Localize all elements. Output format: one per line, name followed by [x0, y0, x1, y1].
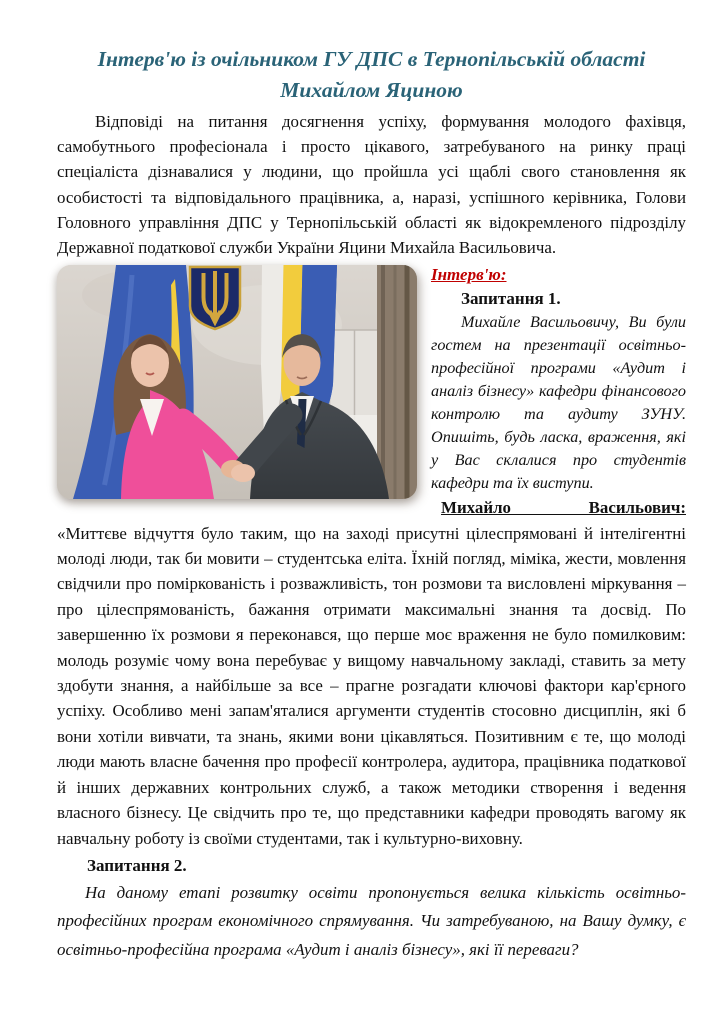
answer1-paragraph: [57, 495, 686, 851]
question2-text: На даному етапі розвитку освіти пропонується велика кількість освітньо-професійних програм економічного спрямування. Чи затребуваною, на Вашу думку, є освітньо-професійна програма «Аудит і аналіз бізнесу», які її переваги?: [57, 882, 686, 959]
answer1-text: «Миттєве відчуття було таким, що на заході присутні цілеспрямовані й інтелігентні молоді люди, так би мовити – студентська еліта. Їхній погляд, міміка, жести, мовлення свідчили про поміркованість і розважливість, тон розмови та висловлені міркування – про цілеспрямованість, бажання отримати максимальні знання та досвід. По завершенню їх розмови я переконався, що перше моє враження не було помилковим: молодь розуміє чому вона перебуває у вищому навчальному закладі, ставить за мету здобути знання, а найбільше за все – прагне розгадати ключові фактори кар'єрного успіху. Особливо мені запам'яталися аргументи студентів стосовно дисциплін, які б вони хотіли вивчати, та знань, якими вони цікавляться. Позитивним є те, що молоді люди мають власне бачення про професії контролера, аудитора, працівника податкової й інших державних контрольних служб, а також методики створення і ведення власного бізнесу. Це свідчить про те, що представники кафедри проводять вагому як навчальну роботу із своїми студентами, так і культурно-виховну.: [57, 523, 686, 848]
curtain-right: [377, 265, 417, 499]
trident-emblem: [190, 267, 240, 329]
interview-heading: Інтерв'ю:: [431, 265, 507, 285]
question1-text: Михайле Васильовичу, Ви були гостем на презентації освітньо-професійної програми «Аудит і аналіз бізнесу» кафедри фінансового контролю та аудиту ЗУНУ. Опишіть, будь ласка, враження, які у Вас склалися про студентів кафедри та їх виступи.: [431, 313, 686, 493]
intro-paragraph: Відповіді на питання досягнення успіху, формування молодого фахівця, самобутнього професіонала і просто цікавого, затребуваного на ринку праці спеціаліста дізнавалися у людини, що пройшла усі щаблі свого становлення як особистості та відповідального працівника, а, наразі, успішного керівника, Голови Головного управління ДПС у Тернопільській області як відокремленого підрозділу Державної податкової служби України Яцини Михайла Васильовича.: [57, 112, 686, 258]
question2-label: Запитання 2.: [87, 855, 187, 875]
answer1-speaker: Михайло Васильович:: [441, 498, 686, 518]
article-body: [57, 263, 686, 964]
question1-label: Запитання 1.: [461, 289, 561, 309]
photo-illustration: [57, 265, 417, 499]
page-title: Інтерв'ю із очільником ГУ ДПС в Тернопільській області Михайлом Яциною: [97, 47, 646, 102]
interview-photo: [57, 265, 417, 499]
